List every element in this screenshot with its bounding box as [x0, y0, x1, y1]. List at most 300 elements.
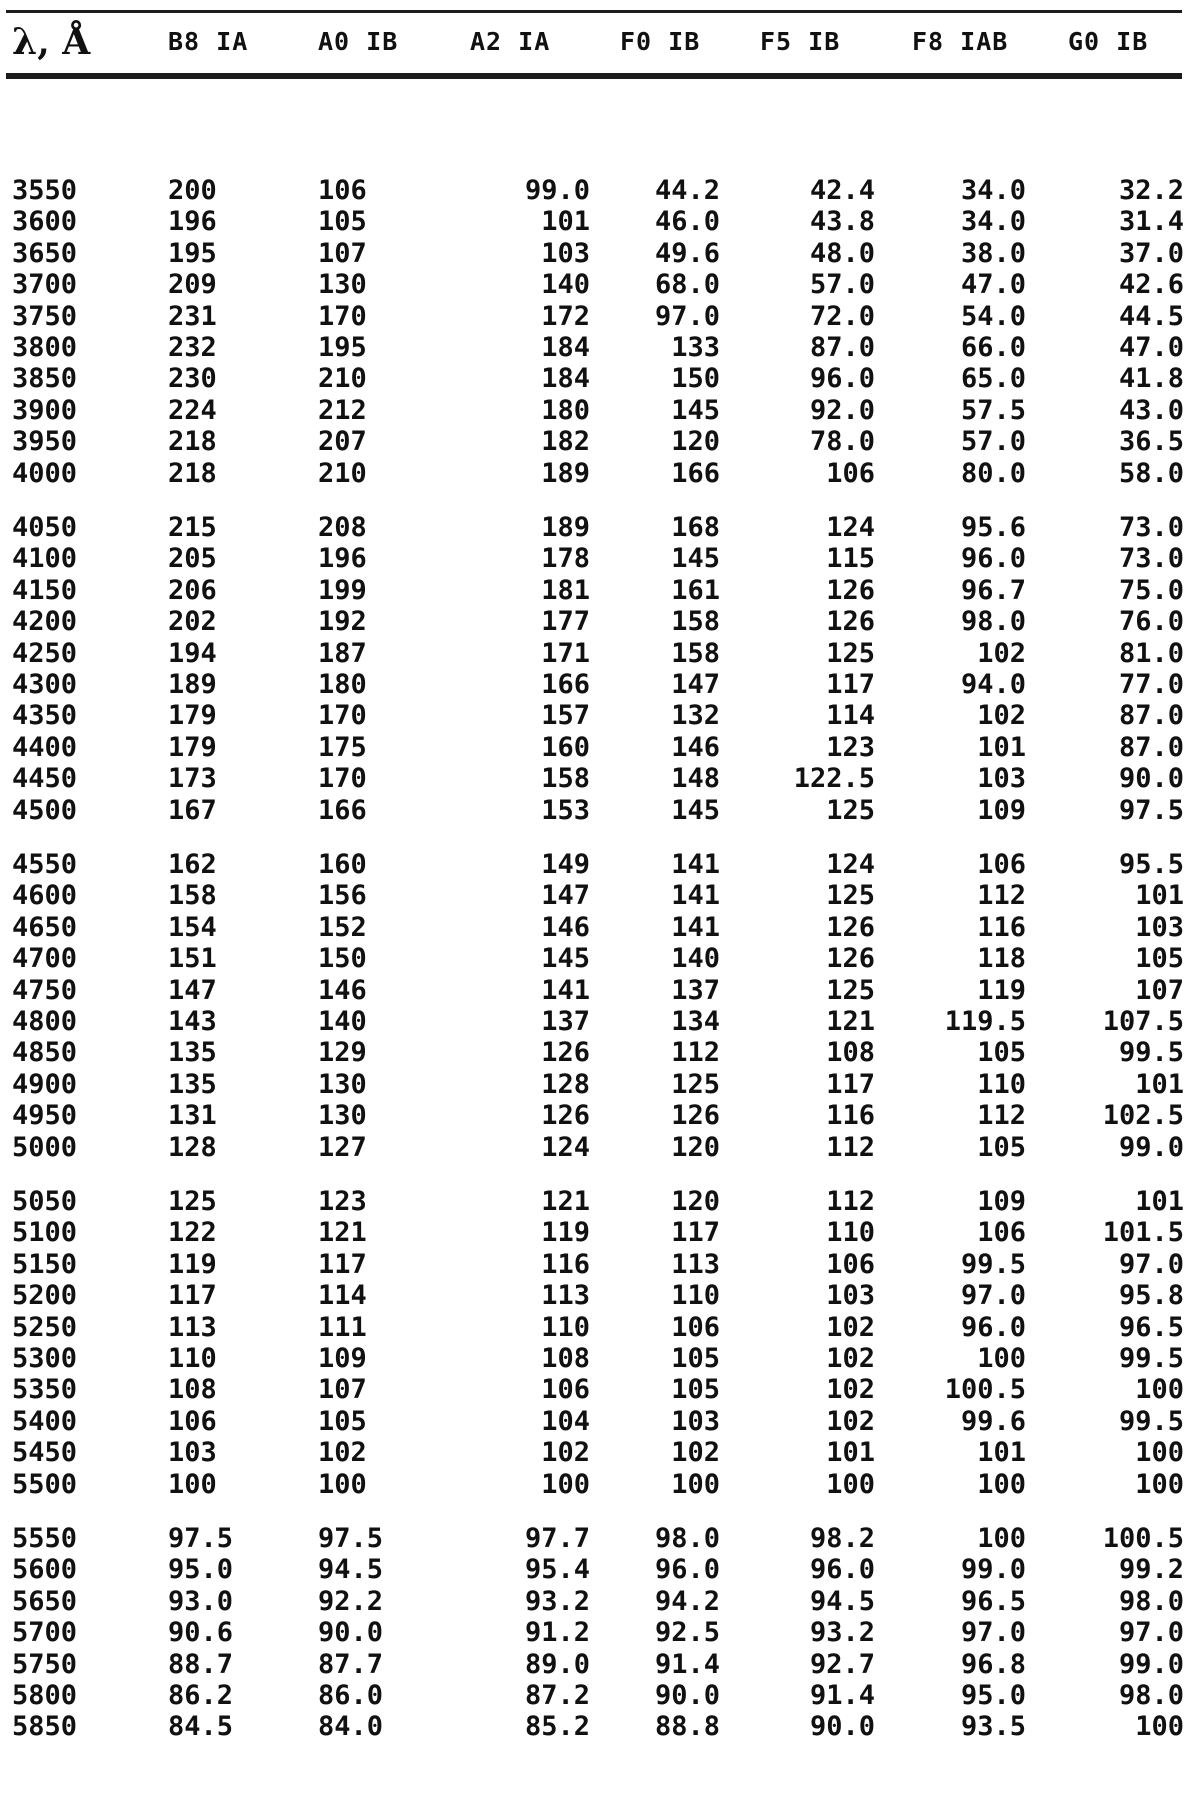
- value-cell: 97.0: [960, 1617, 1026, 1649]
- value-cell: 125: [826, 637, 875, 669]
- value-cell: 100: [671, 1468, 720, 1500]
- value-cell: 96.0: [809, 363, 875, 395]
- value-cell: 121: [318, 1217, 367, 1249]
- value-cell: 106: [541, 1374, 590, 1406]
- value-cell: 166: [671, 457, 720, 489]
- wavelength-cell: 5300: [12, 1343, 78, 1374]
- wavelength-cell: 4250: [12, 637, 78, 669]
- value-cell: 75.0: [1118, 574, 1184, 606]
- value-cell: 145: [671, 543, 720, 575]
- value-cell: 100: [977, 1468, 1026, 1500]
- wavelength-cell: 4000: [12, 457, 78, 489]
- value-cell: 137: [671, 974, 720, 1006]
- value-cell: 103: [671, 1405, 720, 1437]
- wavelength-cell: 4600: [12, 880, 78, 912]
- value-cell: 97.0: [654, 300, 720, 332]
- value-cell: 147: [168, 974, 217, 1006]
- wavelength-cell: 3850: [12, 363, 78, 395]
- value-cell: 109: [977, 794, 1026, 826]
- value-cell: 170: [318, 700, 367, 732]
- value-cell: 101: [1135, 1068, 1184, 1100]
- value-cell: 65.0: [960, 363, 1026, 395]
- wavelength-cell: 3650: [12, 237, 78, 269]
- value-cell: 107: [318, 237, 367, 269]
- value-cell: 125: [826, 880, 875, 912]
- value-cell: 73.0: [1118, 512, 1184, 543]
- value-cell: 102: [826, 1405, 875, 1437]
- value-cell: 54.0: [960, 300, 1026, 332]
- value-cell: 96.0: [960, 543, 1026, 575]
- wavelength-cell: 4450: [12, 763, 78, 795]
- value-cell: 100: [318, 1468, 367, 1500]
- value-cell: 151: [168, 943, 217, 975]
- value-cell: 100.5: [1102, 1523, 1184, 1554]
- value-cell: 48.0: [809, 237, 875, 269]
- value-cell: 85.2: [524, 1711, 590, 1743]
- value-cell: 126: [541, 1037, 590, 1069]
- value-cell: 80.0: [960, 457, 1026, 489]
- value-cell: 101: [977, 731, 1026, 763]
- value-cell: 145: [671, 794, 720, 826]
- wavelength-cell: 5650: [12, 1585, 78, 1617]
- value-cell: 73.0: [1118, 543, 1184, 575]
- value-cell: 105: [977, 1037, 1026, 1069]
- value-cell: 31.4: [1118, 206, 1184, 238]
- wavelength-cell: 4550: [12, 849, 78, 880]
- value-cell: 98.0: [960, 606, 1026, 638]
- value-cell: 99.0: [1118, 1648, 1184, 1680]
- value-cell: 124: [826, 849, 875, 880]
- value-cell: 148: [671, 763, 720, 795]
- value-cell: 57.0: [960, 426, 1026, 458]
- value-cell: 116: [826, 1100, 875, 1132]
- value-cell: 110: [826, 1217, 875, 1249]
- value-cell: 158: [541, 763, 590, 795]
- value-cell: 42.4: [809, 175, 875, 206]
- value-cell: 93.0: [168, 1585, 234, 1617]
- wavelength-cell: 5450: [12, 1437, 78, 1469]
- value-cell: 146: [541, 911, 590, 943]
- value-cell: 90.0: [1118, 763, 1184, 795]
- value-cell: 160: [541, 731, 590, 763]
- value-cell: 106: [168, 1405, 217, 1437]
- value-cell: 195: [168, 237, 217, 269]
- value-cell: 43.8: [809, 206, 875, 238]
- value-cell: 102: [541, 1437, 590, 1469]
- value-cell: 178: [541, 543, 590, 575]
- value-cell: 134: [671, 1006, 720, 1037]
- value-cell: 177: [541, 606, 590, 638]
- value-cell: 128: [541, 1068, 590, 1100]
- value-cell: 131: [168, 1100, 217, 1132]
- value-cell: 160: [318, 849, 367, 880]
- value-cell: 147: [671, 669, 720, 700]
- value-cell: 96.7: [960, 574, 1026, 606]
- value-cell: 124: [541, 1131, 590, 1163]
- value-cell: 47.0: [960, 269, 1026, 301]
- value-cell: 126: [541, 1100, 590, 1132]
- value-cell: 101: [541, 206, 590, 238]
- value-cell: 93.5: [960, 1711, 1026, 1743]
- value-cell: 78.0: [809, 426, 875, 458]
- value-cell: 96.0: [960, 1311, 1026, 1343]
- value-cell: 95.0: [960, 1680, 1026, 1711]
- value-cell: 96.0: [654, 1554, 720, 1586]
- wavelength-cell: 5350: [12, 1374, 78, 1406]
- col-header-f0-ib: F0 IB: [620, 27, 701, 56]
- value-cell: 173: [168, 763, 217, 795]
- value-cell: 108: [168, 1374, 217, 1406]
- value-cell: 38.0: [960, 237, 1026, 269]
- value-cell: 158: [671, 606, 720, 638]
- value-cell: 101: [1135, 880, 1184, 912]
- value-cell: 106: [977, 849, 1026, 880]
- value-cell: 86.2: [168, 1680, 234, 1711]
- value-cell: 100: [826, 1468, 875, 1500]
- value-cell: 90.0: [654, 1680, 720, 1711]
- value-cell: 117: [826, 669, 875, 700]
- value-cell: 114: [318, 1280, 367, 1312]
- value-cell: 100: [1135, 1711, 1184, 1743]
- value-cell: 100.5: [944, 1374, 1026, 1406]
- value-cell: 91.2: [524, 1617, 590, 1649]
- value-cell: 224: [168, 394, 217, 426]
- value-cell: 113: [671, 1248, 720, 1280]
- value-cell: 104: [541, 1405, 590, 1437]
- value-cell: 103: [977, 763, 1026, 795]
- value-cell: 110: [977, 1068, 1026, 1100]
- value-cell: 101.5: [1102, 1217, 1184, 1249]
- value-cell: 97.5: [168, 1523, 234, 1554]
- value-cell: 231: [168, 300, 217, 332]
- value-cell: 181: [541, 574, 590, 606]
- value-cell: 44.2: [654, 175, 720, 206]
- value-cell: 152: [318, 911, 367, 943]
- value-cell: 140: [671, 943, 720, 975]
- value-cell: 126: [826, 911, 875, 943]
- value-cell: 112: [977, 880, 1026, 912]
- value-cell: 87.0: [1118, 731, 1184, 763]
- value-cell: 210: [318, 457, 367, 489]
- value-cell: 117: [671, 1217, 720, 1249]
- wavelength-cell: 5500: [12, 1468, 78, 1500]
- value-cell: 199: [318, 574, 367, 606]
- value-cell: 129: [318, 1037, 367, 1069]
- value-cell: 96.8: [960, 1648, 1026, 1680]
- value-cell: 128: [168, 1131, 217, 1163]
- value-cell: 130: [318, 1068, 367, 1100]
- value-cell: 108: [541, 1343, 590, 1374]
- value-cell: 135: [168, 1068, 217, 1100]
- value-cell: 180: [541, 394, 590, 426]
- value-cell: 97.5: [318, 1523, 384, 1554]
- value-cell: 95.4: [524, 1554, 590, 1586]
- col-header-b8-ia: B8 IA: [168, 27, 249, 56]
- value-cell: 102.5: [1102, 1100, 1184, 1132]
- value-cell: 182: [541, 426, 590, 458]
- value-cell: 100: [977, 1343, 1026, 1374]
- wavelength-cell: 4100: [12, 543, 78, 575]
- value-cell: 170: [318, 300, 367, 332]
- value-cell: 189: [168, 669, 217, 700]
- value-cell: 120: [671, 1186, 720, 1217]
- value-cell: 113: [541, 1280, 590, 1312]
- value-cell: 109: [977, 1186, 1026, 1217]
- value-cell: 105: [671, 1374, 720, 1406]
- value-cell: 206: [168, 574, 217, 606]
- value-cell: 101: [826, 1437, 875, 1469]
- value-cell: 109: [318, 1343, 367, 1374]
- value-cell: 143: [168, 1006, 217, 1037]
- value-cell: 189: [541, 457, 590, 489]
- value-cell: 154: [168, 911, 217, 943]
- value-cell: 170: [318, 763, 367, 795]
- value-cell: 46.0: [654, 206, 720, 238]
- value-cell: 98.0: [654, 1523, 720, 1554]
- value-cell: 179: [168, 731, 217, 763]
- value-cell: 47.0: [1118, 332, 1184, 363]
- value-cell: 115: [826, 543, 875, 575]
- value-cell: 112: [671, 1037, 720, 1069]
- value-cell: 106: [671, 1311, 720, 1343]
- value-cell: 98.0: [1118, 1585, 1184, 1617]
- value-cell: 88.7: [168, 1648, 234, 1680]
- value-cell: 41.8: [1118, 363, 1184, 395]
- value-cell: 158: [168, 880, 217, 912]
- value-cell: 141: [671, 849, 720, 880]
- value-cell: 162: [168, 849, 217, 880]
- value-cell: 90.6: [168, 1617, 234, 1649]
- value-cell: 95.6: [960, 512, 1026, 543]
- value-cell: 122.5: [793, 763, 875, 795]
- value-cell: 137: [541, 1006, 590, 1037]
- value-cell: 122: [168, 1217, 217, 1249]
- value-cell: 97.5: [1118, 794, 1184, 826]
- value-cell: 66.0: [960, 332, 1026, 363]
- wavelength-cell: 4500: [12, 794, 78, 826]
- wavelength-cell: 4300: [12, 669, 78, 700]
- value-cell: 98.2: [809, 1523, 875, 1554]
- header-top-rule: [6, 10, 1182, 13]
- value-cell: 105: [1135, 943, 1184, 975]
- value-cell: 99.0: [1118, 1131, 1184, 1163]
- value-cell: 34.0: [960, 206, 1026, 238]
- value-cell: 93.2: [809, 1617, 875, 1649]
- value-cell: 102: [318, 1437, 367, 1469]
- value-cell: 81.0: [1118, 637, 1184, 669]
- value-cell: 117: [168, 1280, 217, 1312]
- value-cell: 126: [826, 943, 875, 975]
- value-cell: 103: [541, 237, 590, 269]
- value-cell: 126: [826, 574, 875, 606]
- wavelength-cell: 3600: [12, 206, 78, 238]
- value-cell: 157: [541, 700, 590, 732]
- value-cell: 100: [1135, 1437, 1184, 1469]
- wavelength-cell: 5250: [12, 1311, 78, 1343]
- value-cell: 103: [1135, 911, 1184, 943]
- value-cell: 99.0: [960, 1554, 1026, 1586]
- value-cell: 113: [168, 1311, 217, 1343]
- value-cell: 123: [318, 1186, 367, 1217]
- value-cell: 106: [826, 457, 875, 489]
- value-cell: 95.5: [1118, 849, 1184, 880]
- wavelength-cell: 5550: [12, 1523, 78, 1554]
- value-cell: 149: [541, 849, 590, 880]
- value-cell: 125: [826, 974, 875, 1006]
- value-cell: 100: [1135, 1468, 1184, 1500]
- value-cell: 112: [977, 1100, 1026, 1132]
- value-cell: 133: [671, 332, 720, 363]
- value-cell: 132: [671, 700, 720, 732]
- value-cell: 120: [671, 1131, 720, 1163]
- value-cell: 167: [168, 794, 217, 826]
- wavelength-cell: 3950: [12, 426, 78, 458]
- wavelength-cell: 4850: [12, 1037, 78, 1069]
- value-cell: 106: [977, 1217, 1026, 1249]
- wavelength-cell: 4750: [12, 974, 78, 1006]
- col-header-f5-ib: F5 IB: [760, 27, 841, 56]
- value-cell: 202: [168, 606, 217, 638]
- value-cell: 184: [541, 363, 590, 395]
- value-cell: 49.6: [654, 237, 720, 269]
- value-cell: 95.8: [1118, 1280, 1184, 1312]
- value-cell: 97.7: [524, 1523, 590, 1554]
- wavelength-cell: 4700: [12, 943, 78, 975]
- value-cell: 102: [671, 1437, 720, 1469]
- value-cell: 117: [826, 1068, 875, 1100]
- value-cell: 150: [671, 363, 720, 395]
- value-cell: 209: [168, 269, 217, 301]
- value-cell: 94.5: [318, 1554, 384, 1586]
- wavelength-cell: 4050: [12, 512, 78, 543]
- value-cell: 102: [977, 637, 1026, 669]
- value-cell: 147: [541, 880, 590, 912]
- value-cell: 141: [671, 880, 720, 912]
- value-cell: 99.5: [1118, 1343, 1184, 1374]
- value-cell: 58.0: [1118, 457, 1184, 489]
- value-cell: 146: [318, 974, 367, 1006]
- value-cell: 99.0: [524, 175, 590, 206]
- value-cell: 130: [318, 1100, 367, 1132]
- value-cell: 116: [977, 911, 1026, 943]
- value-cell: 215: [168, 512, 217, 543]
- value-cell: 119: [541, 1217, 590, 1249]
- value-cell: 184: [541, 332, 590, 363]
- value-cell: 105: [318, 206, 367, 238]
- value-cell: 119.5: [944, 1006, 1026, 1037]
- wavelength-cell: 5050: [12, 1186, 78, 1217]
- wavelength-cell: 5000: [12, 1131, 78, 1163]
- value-cell: 99.5: [1118, 1037, 1184, 1069]
- value-cell: 196: [168, 206, 217, 238]
- value-cell: 102: [826, 1374, 875, 1406]
- value-cell: 88.8: [654, 1711, 720, 1743]
- value-cell: 96.0: [809, 1554, 875, 1586]
- value-cell: 125: [826, 794, 875, 826]
- col-header-g0-ib: G0 IB: [1068, 27, 1149, 56]
- wavelength-cell: 4900: [12, 1068, 78, 1100]
- value-cell: 146: [671, 731, 720, 763]
- value-cell: 97.0: [960, 1280, 1026, 1312]
- value-cell: 94.0: [960, 669, 1026, 700]
- value-cell: 117: [318, 1248, 367, 1280]
- wavelength-cell: 3900: [12, 394, 78, 426]
- value-cell: 105: [318, 1405, 367, 1437]
- value-cell: 166: [541, 669, 590, 700]
- value-cell: 126: [826, 606, 875, 638]
- value-cell: 125: [671, 1068, 720, 1100]
- wavelength-cell: 5150: [12, 1248, 78, 1280]
- value-cell: 125: [168, 1186, 217, 1217]
- value-cell: 110: [671, 1280, 720, 1312]
- value-cell: 232: [168, 332, 217, 363]
- value-cell: 187: [318, 637, 367, 669]
- value-cell: 93.2: [524, 1585, 590, 1617]
- value-cell: 32.2: [1118, 175, 1184, 206]
- value-cell: 110: [168, 1343, 217, 1374]
- value-cell: 95.0: [168, 1554, 234, 1586]
- value-cell: 102: [826, 1311, 875, 1343]
- value-cell: 145: [671, 394, 720, 426]
- value-cell: 120: [671, 426, 720, 458]
- value-cell: 99.5: [960, 1248, 1026, 1280]
- value-cell: 100: [541, 1468, 590, 1500]
- value-cell: 158: [671, 637, 720, 669]
- value-cell: 96.5: [960, 1585, 1026, 1617]
- value-cell: 112: [826, 1131, 875, 1163]
- value-cell: 42.6: [1118, 269, 1184, 301]
- value-cell: 166: [318, 794, 367, 826]
- value-cell: 84.5: [168, 1711, 234, 1743]
- col-header-wavelength: λ, Å: [12, 21, 91, 63]
- value-cell: 106: [826, 1248, 875, 1280]
- wavelength-cell: 5850: [12, 1711, 78, 1743]
- value-cell: 107: [1135, 974, 1184, 1006]
- value-cell: 180: [318, 669, 367, 700]
- wavelength-cell: 5400: [12, 1405, 78, 1437]
- value-cell: 97.0: [1118, 1248, 1184, 1280]
- value-cell: 100: [168, 1468, 217, 1500]
- value-cell: 103: [168, 1437, 217, 1469]
- value-cell: 101: [977, 1437, 1026, 1469]
- value-cell: 141: [671, 911, 720, 943]
- value-cell: 150: [318, 943, 367, 975]
- value-cell: 189: [541, 512, 590, 543]
- value-cell: 210: [318, 363, 367, 395]
- value-cell: 99.2: [1118, 1554, 1184, 1586]
- value-cell: 118: [977, 943, 1026, 975]
- value-cell: 34.0: [960, 175, 1026, 206]
- value-cell: 196: [318, 543, 367, 575]
- value-cell: 124: [826, 512, 875, 543]
- value-cell: 140: [541, 269, 590, 301]
- value-cell: 57.5: [960, 394, 1026, 426]
- value-cell: 156: [318, 880, 367, 912]
- value-cell: 94.2: [654, 1585, 720, 1617]
- value-cell: 94.5: [809, 1585, 875, 1617]
- wavelength-cell: 3550: [12, 175, 78, 206]
- value-cell: 100: [1135, 1374, 1184, 1406]
- value-cell: 126: [671, 1100, 720, 1132]
- col-header-f8-iab: F8 IAB: [912, 27, 1009, 56]
- wavelength-cell: 4200: [12, 606, 78, 638]
- value-cell: 36.5: [1118, 426, 1184, 458]
- wavelength-cell: 4400: [12, 731, 78, 763]
- value-cell: 123: [826, 731, 875, 763]
- value-cell: 68.0: [654, 269, 720, 301]
- wavelength-cell: 4800: [12, 1006, 78, 1037]
- value-cell: 87.0: [1118, 700, 1184, 732]
